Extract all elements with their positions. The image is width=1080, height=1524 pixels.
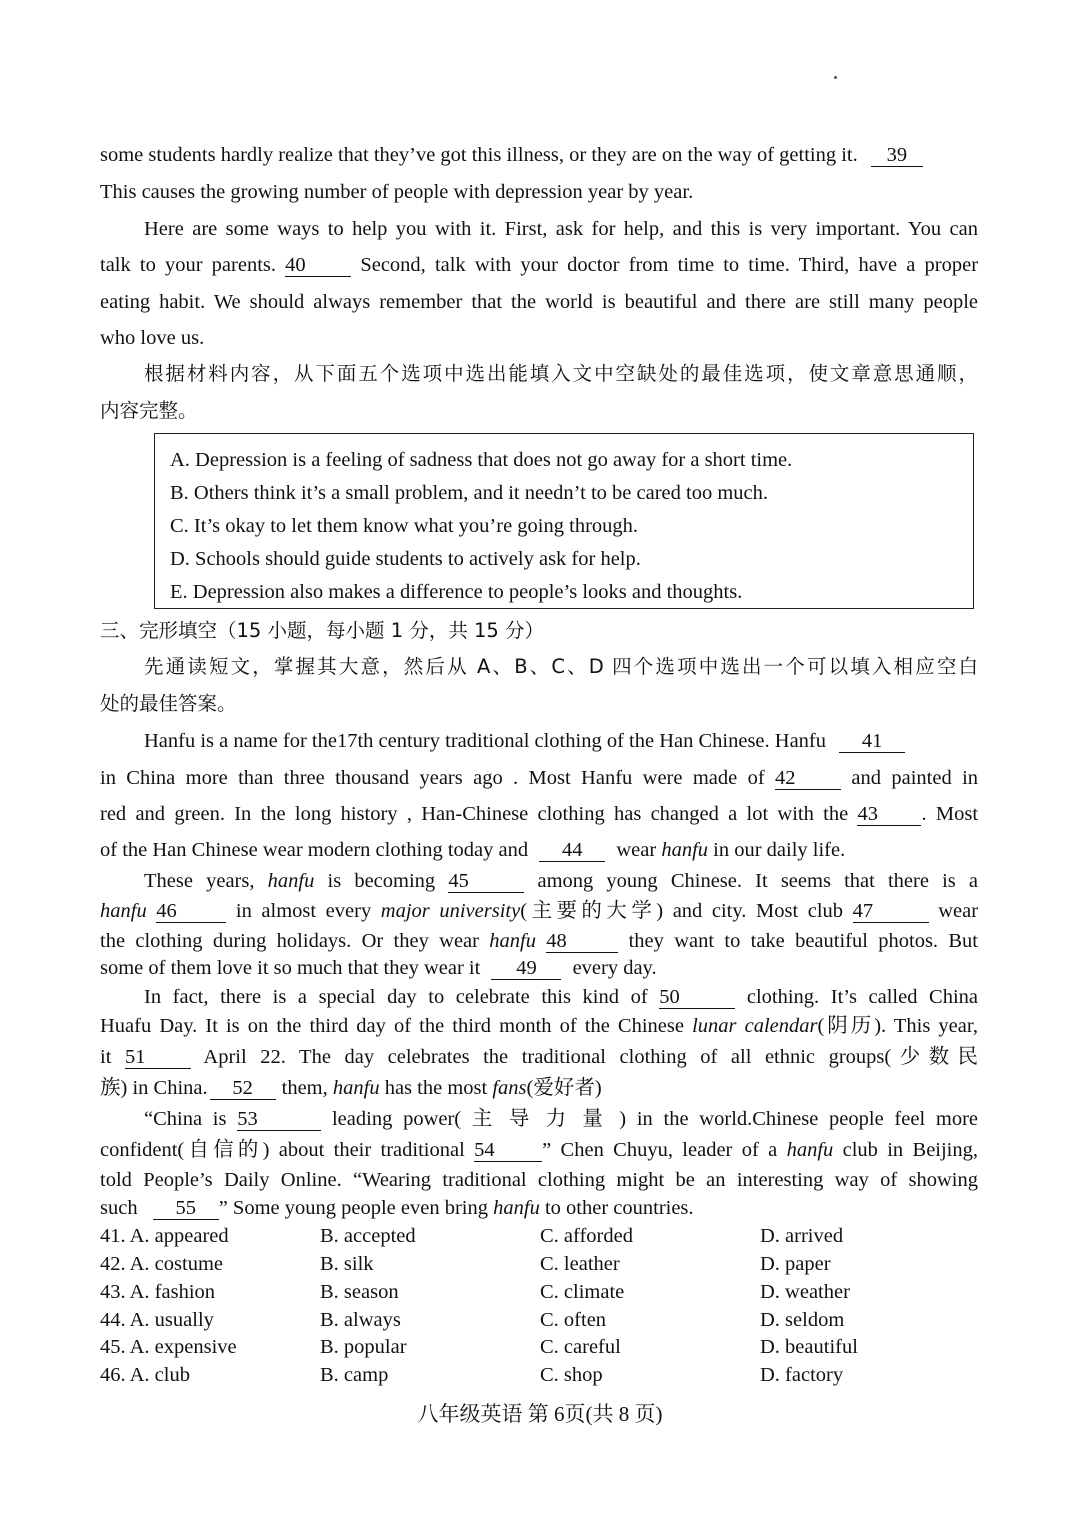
choice-44-d[interactable]: D. seldom <box>760 1309 845 1331</box>
answer-blank-47[interactable]: 47 <box>853 900 929 923</box>
cloze-line: such 55 ” Some young people even bring hanfu to other countries. <box>100 1197 694 1219</box>
cloze-line: “China is 53 leading power( 主 导 力 量 ) in the world.Chinese people feel more <box>144 1108 979 1130</box>
cloze-line: 族) in China. 52 them, hanfu has the most fans(爱好者) <box>100 1077 602 1099</box>
choice-41-b[interactable]: B. accepted <box>320 1225 416 1247</box>
answer-blank-55[interactable]: 55 <box>153 1197 219 1220</box>
cloze-line: hanfu 46 in almost every major university(主要的大学) and city. Most club 47 wear <box>100 900 979 922</box>
choice-45-b[interactable]: B. popular <box>320 1336 407 1358</box>
cloze-line: red and green. In the long history , Han-Chinese clothing has changed a lot with the 43 . Most <box>100 803 979 825</box>
answer-blank-39[interactable]: 39 <box>871 144 923 167</box>
passage-line: eating habit. We should always remember that the world is beautiful and there are still many people <box>100 291 978 313</box>
answer-blank-41[interactable]: 41 <box>839 730 905 753</box>
instruction-line: 内容完整。 <box>100 399 198 422</box>
choice-41-d[interactable]: D. arrived <box>760 1225 844 1247</box>
instruction-line: 处的最佳答案。 <box>100 692 237 715</box>
passage-line: some students hardly realize that they’ve got this illness, or they are on the way of getting it. 39 <box>100 142 978 168</box>
answer-blank-53[interactable]: 53 <box>237 1108 321 1131</box>
section-heading: 三、完形填空（15 小题，每小题 1 分，共 15 分） <box>100 619 545 642</box>
choice-46-b[interactable]: B. camp <box>320 1364 389 1386</box>
choice-46-a[interactable]: 46. A. club <box>100 1364 190 1386</box>
cloze-line: In fact, there is a special day to celebrate this kind of 50 clothing. It’s called China <box>144 986 979 1008</box>
answer-blank-44[interactable]: 44 <box>539 839 605 862</box>
answer-blank-52[interactable]: 52 <box>210 1077 276 1100</box>
choice-42-a[interactable]: 42. A. costume <box>100 1253 223 1275</box>
choice-46-c[interactable]: C. shop <box>540 1364 603 1386</box>
choice-42-c[interactable]: C. leather <box>540 1253 620 1275</box>
choice-44-a[interactable]: 44. A. usually <box>100 1309 214 1331</box>
option-b[interactable]: B. Others think it’s a small problem, and it needn’t to be cared too much. <box>170 482 768 504</box>
cloze-line: it 51 April 22. The day celebrates the traditional clothing of all ethnic groups(少数民 <box>100 1046 979 1068</box>
cloze-line: in China more than three thousand years ago . Most Hanfu were made of 42 and painted in <box>100 767 979 789</box>
choice-43-a[interactable]: 43. A. fashion <box>100 1281 216 1303</box>
answer-blank-48[interactable]: 48 <box>546 930 618 953</box>
option-d[interactable]: D. Schools should guide students to actively ask for help. <box>170 548 641 570</box>
passage-line: This causes the growing number of people with depression year by year. <box>100 181 694 203</box>
cloze-line: of the Han Chinese wear modern clothing today and 44 wear hanfu in our daily life. <box>100 839 846 861</box>
answer-blank-40[interactable]: 40 <box>285 254 351 277</box>
choice-45-c[interactable]: C. careful <box>540 1336 621 1358</box>
cloze-line: These years, hanfu is becoming 45 among young Chinese. It seems that there is a <box>144 870 979 892</box>
choice-43-d[interactable]: D. weather <box>760 1281 850 1303</box>
choice-41-c[interactable]: C. afforded <box>540 1225 633 1247</box>
page-footer: 八年级英语 第 6页(共 8 页) <box>417 1402 663 1426</box>
choice-44-c[interactable]: C. often <box>540 1309 607 1331</box>
option-a[interactable]: A. Depression is a feeling of sadness that does not go away for a short time. <box>170 449 793 471</box>
choice-44-b[interactable]: B. always <box>320 1309 401 1331</box>
cloze-line: confident(自信的) about their traditional 54 ” Chen Chuyu, leader of a hanfu club in Beijing, <box>100 1139 979 1161</box>
cloze-line: some of them love it so much that they wear it 49 every day. <box>100 957 657 979</box>
choice-43-b[interactable]: B. season <box>320 1281 399 1303</box>
passage-line: Here are some ways to help you with it. First, ask for help, and this is very important. You can <box>144 218 978 240</box>
cloze-line: told People’s Daily Online. “Wearing traditional clothing might be an interesting way of showing <box>100 1169 978 1191</box>
cloze-line: Huafu Day. It is on the third day of the third month of the Chinese lunar calendar(阴历). This year, <box>100 1015 979 1037</box>
answer-blank-45[interactable]: 45 <box>448 870 524 893</box>
cloze-line: the clothing during holidays. Or they wear hanfu 48 they want to take beautiful photos. But <box>100 930 978 952</box>
answer-blank-54[interactable]: 54 <box>474 1139 542 1162</box>
instruction-line: 根据材料内容，从下面五个选项中选出能填入文中空缺处的最佳选项，使文章意思通顺， <box>144 362 978 385</box>
choice-42-b[interactable]: B. silk <box>320 1253 374 1275</box>
instruction-line: 先通读短文，掌握其大意，然后从 A、B、C、D 四个选项中选出一个可以填入相应空白 <box>144 655 978 678</box>
answer-blank-50[interactable]: 50 <box>659 986 735 1009</box>
answer-blank-49[interactable]: 49 <box>491 957 561 980</box>
option-e[interactable]: E. Depression also makes a difference to people’s looks and thoughts. <box>170 581 743 603</box>
passage-line: talk to your parents. 40 Second, talk with your doctor from time to time. Third, have a proper <box>100 254 979 276</box>
answer-blank-46[interactable]: 46 <box>156 900 226 923</box>
choice-45-a[interactable]: 45. A. expensive <box>100 1336 237 1358</box>
choice-41-a[interactable]: 41. A. appeared <box>100 1225 229 1247</box>
answer-blank-42[interactable]: 42 <box>775 767 841 790</box>
answer-blank-51[interactable]: 51 <box>125 1046 191 1069</box>
choice-46-d[interactable]: D. factory <box>760 1364 844 1386</box>
choice-43-c[interactable]: C. climate <box>540 1281 625 1303</box>
choice-42-d[interactable]: D. paper <box>760 1253 831 1275</box>
passage-line: who love us. <box>100 327 205 349</box>
choice-45-d[interactable]: D. beautiful <box>760 1336 858 1358</box>
cloze-line: Hanfu is a name for the17th century traditional clothing of the Han Chinese. Hanfu 41 <box>144 728 978 754</box>
option-c[interactable]: C. It’s okay to let them know what you’re going through. <box>170 515 639 537</box>
speck-mark <box>834 76 837 79</box>
answer-blank-43[interactable]: 43 <box>857 803 921 826</box>
